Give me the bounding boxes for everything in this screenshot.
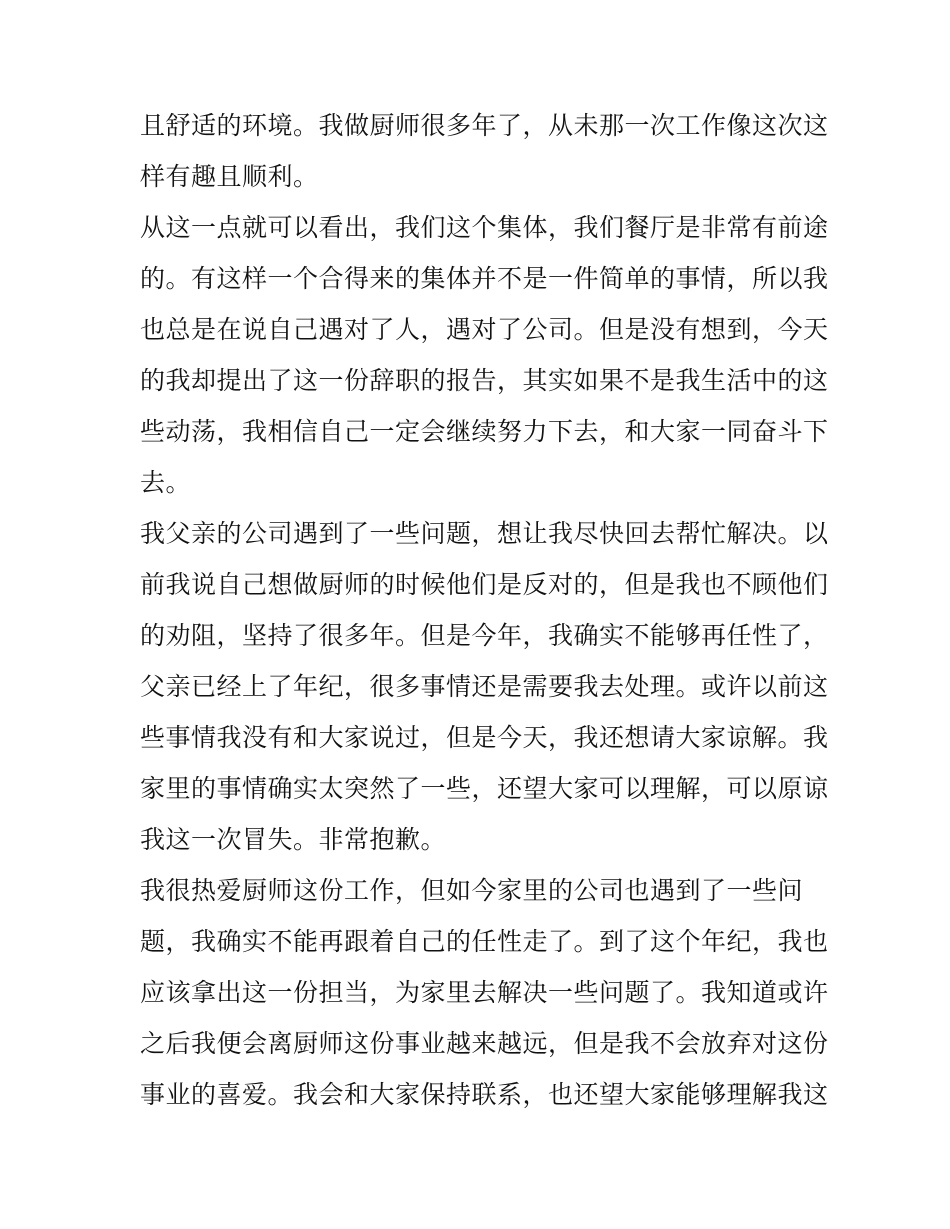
text-line: 应该拿出这一份担当，为家里去解决一些问题了。我知道或许 [140,978,829,1007]
text-line: 我父亲的公司遇到了一些问题，想让我尽快回去帮忙解决。以 [140,519,829,548]
text-line: 且舒适的环境。我做厨师很多年了，从未那一次工作像这次这 [140,111,829,140]
text-line: 也总是在说自己遇对了人，遇对了公司。但是没有想到，今天 [140,315,829,344]
document-body [140,100,829,1120]
text-line: 我这一次冒失。非常抱歉。 [140,825,447,854]
text-line: 前我说自己想做厨师的时候他们是反对的，但是我也不顾他们 [140,570,829,599]
text-line: 家里的事情确实太突然了一些，还望大家可以理解，可以原谅 [140,774,829,803]
text-line: 题，我确实不能再跟着自己的任性走了。到了这个年纪，我也 [140,927,829,956]
text-line: 样有趣且顺利。 [140,162,319,191]
text-line: 父亲已经上了年纪，很多事情还是需要我去处理。或许以前这 [140,672,829,701]
text-line: 事业的喜爱。我会和大家保持联系，也还望大家能够理解我这 [140,1080,829,1109]
text-line: 的劝阻，坚持了很多年。但是今年，我确实不能够再任性了， [140,621,829,650]
text-line: 的。有这样一个合得来的集体并不是一件简单的事情，所以我 [140,264,829,293]
text-line: 之后我便会离厨师这份事业越来越远，但是我不会放弃对这份 [140,1029,829,1058]
text-line: 从这一点就可以看出，我们这个集体，我们餐厅是非常有前途 [140,213,829,242]
text-line: 些动荡，我相信自己一定会继续努力下去，和大家一同奋斗下 [140,417,829,446]
text-line: 我很热爱厨师这份工作，但如今家里的公司也遇到了一些问 [140,876,804,905]
text-line: 些事情我没有和大家说过，但是今天，我还想请大家谅解。我 [140,723,829,752]
text-line: 去。 [140,468,192,497]
text-line: 的我却提出了这一份辞职的报告，其实如果不是我生活中的这 [140,366,829,395]
